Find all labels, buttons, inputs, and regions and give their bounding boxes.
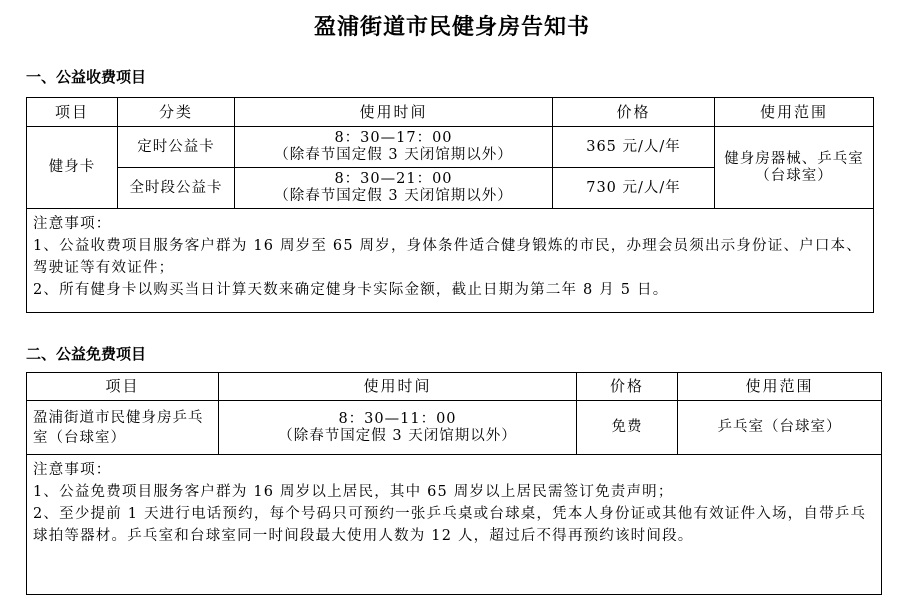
item-cell: 盈浦街道市民健身房乒乓室（台球室） — [27, 401, 219, 455]
category-cell: 定时公益卡 — [118, 127, 235, 168]
notes-label: 注意事项： — [33, 462, 112, 478]
header-scope: 使用范围 — [678, 373, 882, 401]
note-item: 1、公益免费项目服务客户群为 16 周岁以上居民，其中 65 周岁以上居民需签订免责声明； — [33, 484, 674, 500]
notes-label: 注意事项： — [33, 216, 112, 232]
table-header-row — [27, 98, 874, 127]
header-price: 价格 — [577, 373, 678, 401]
table-row — [27, 127, 874, 168]
time-note: （除春节国定假 3 天闭馆期以外） — [274, 147, 513, 163]
header-time: 使用时间 — [235, 98, 553, 127]
price-cell: 365 元/人/年 — [553, 127, 715, 168]
section1-heading: 一、公益收费项目 — [26, 68, 147, 86]
note-item: 2、所有健身卡以购买当日计算天数来确定健身卡实际金额，截止日期为第二年 8 月 5 日。 — [33, 282, 669, 298]
time-note: （除春节国定假 3 天闭馆期以外） — [274, 188, 513, 204]
note-item: 2、至少提前 1 天进行电话预约，每个号码只可预约一张乒乓桌或台球桌，凭本人身份证或其他有效证件入场，自带乒乓球拍等器材。乒乓室和台球室同一时间段最大使用人数为 12 人，超过后不得再预约该时间段。 — [33, 506, 867, 544]
price-cell: 730 元/人/年 — [553, 168, 715, 209]
time-cell — [235, 127, 553, 168]
document-title: 盈浦街道市民健身房告知书 — [313, 15, 590, 40]
price-cell: 免费 — [577, 401, 678, 455]
time-range: 8：30—11：00 — [338, 410, 457, 427]
header-scope: 使用范围 — [715, 98, 874, 127]
table-row — [27, 401, 882, 455]
time-cell — [235, 168, 553, 209]
category-cell: 全时段公益卡 — [118, 168, 235, 209]
note-item: 1、公益收费项目服务客户群为 16 周岁至 65 周岁，身体条件适合健身锻炼的市民，办理会员须出示身份证、户口本、驾驶证等有效证件； — [33, 238, 862, 276]
header-item: 项目 — [27, 98, 118, 127]
notes-cell — [27, 209, 874, 313]
free-items-table — [26, 372, 882, 595]
header-category: 分类 — [118, 98, 235, 127]
paid-items-table — [26, 97, 874, 313]
notes-cell — [27, 455, 882, 595]
notes-row — [27, 455, 882, 595]
time-range: 8：30—17：00 — [334, 130, 453, 146]
notes-row — [27, 209, 874, 313]
item-cell: 健身卡 — [27, 127, 118, 209]
time-cell — [219, 401, 577, 455]
time-range: 8：30—21：00 — [334, 171, 453, 187]
scope-cell: 乒乓室（台球室） — [678, 401, 882, 455]
section2-heading: 二、公益免费项目 — [26, 345, 147, 363]
header-price: 价格 — [553, 98, 715, 127]
scope-cell: 健身房器械、乒乓室（台球室） — [715, 127, 874, 209]
time-note: （除春节国定假 3 天闭馆期以外） — [278, 427, 517, 444]
header-time: 使用时间 — [219, 373, 577, 401]
table-header-row — [27, 373, 882, 401]
header-item: 项目 — [27, 373, 219, 401]
